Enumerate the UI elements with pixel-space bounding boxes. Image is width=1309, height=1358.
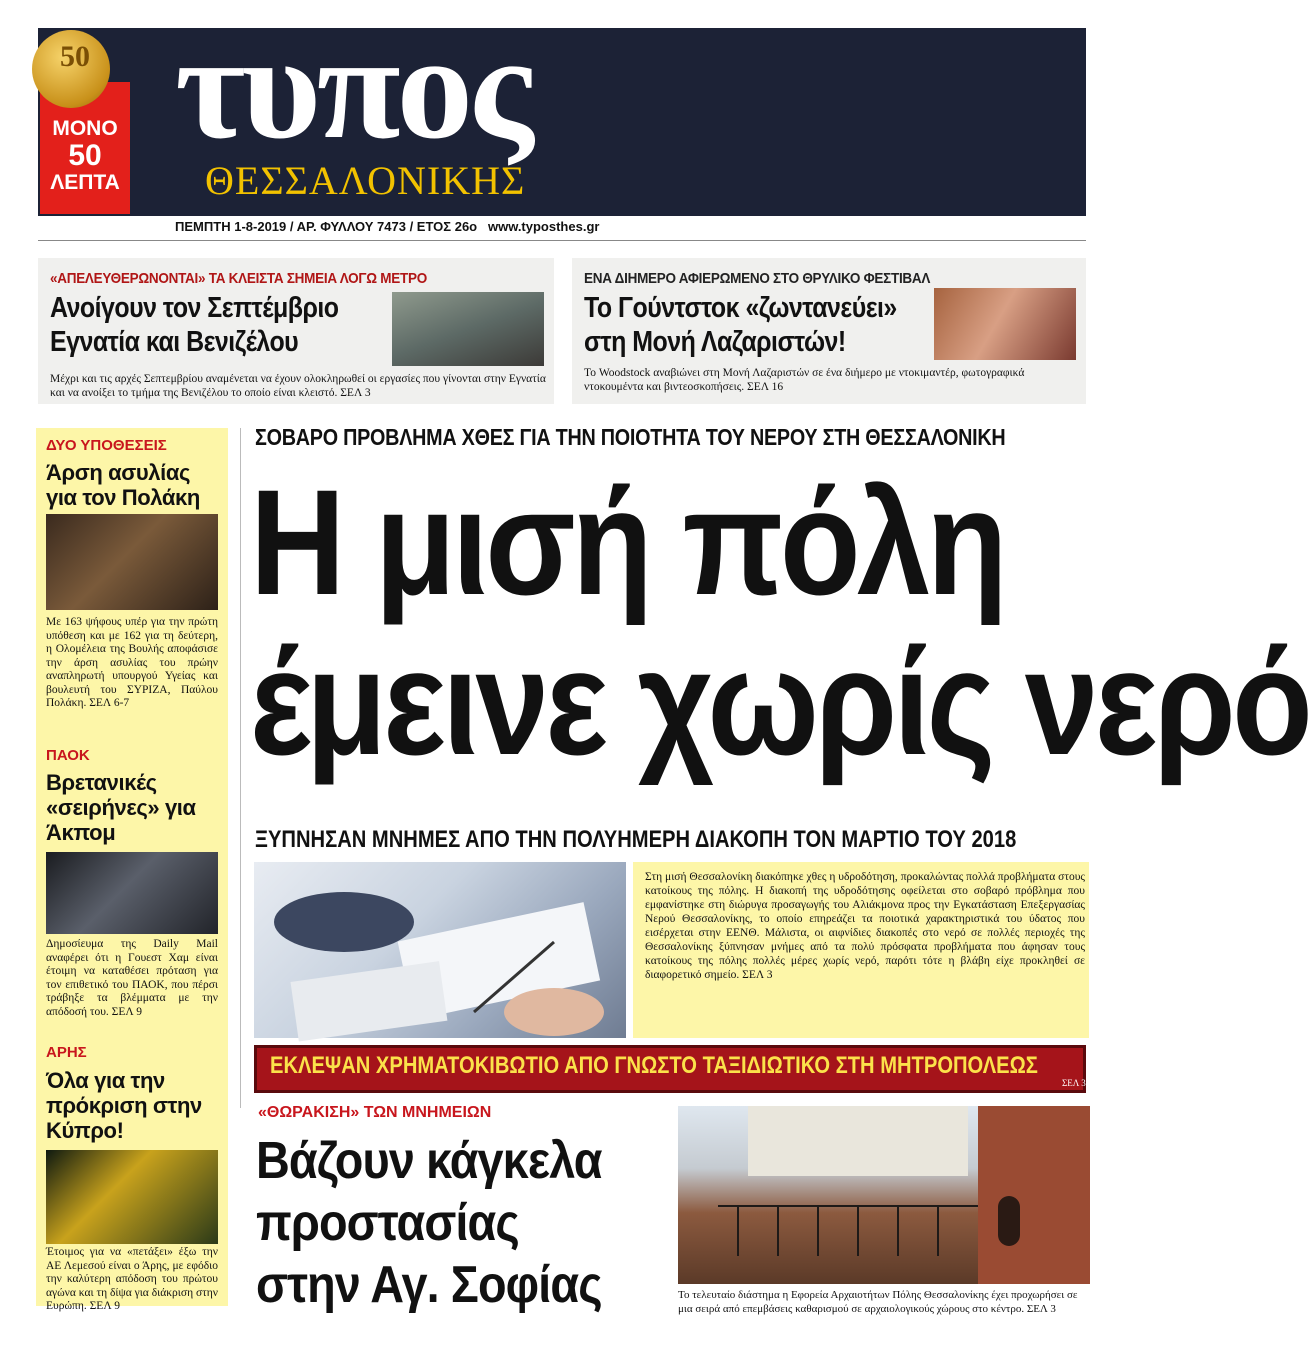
left-story-1-kicker: ΔΥΟ ΥΠΟΘΕΣΕΙΣ [46, 437, 167, 454]
teaser-left-headline-1[interactable]: Ανοίγουν τον Σεπτέμβριο [50, 292, 339, 324]
left-story-2-body: Δημοσίευμα της Daily Mail αναφέρει ότι η Γουεστ Χαμ είναι έτοιμη να καταθέσει πρόταση για τον επιθετικό του ΠΑΟΚ, που πέρσι τράβηξε τα βλέμματα με την απόδοσή του. ΣΕΛ 9 [46, 938, 218, 1018]
price-line-1: ΜΟΝΟ [52, 117, 118, 140]
breaking-banner-text: ΕΚΛΕΨΑΝ ΧΡΗΜΑΤΟΚΙΒΩΤΙΟ ΑΠΟ ΓΝΩΣΤΟ ΤΑΞΙΔΙΩΤΙΚΟ ΣΤΗ ΜΗΤΡΟΠΟΛΕΩΣ [270, 1052, 1038, 1079]
monument-fence-illustration [678, 1106, 1090, 1284]
main-story-body: Στη μισή Θεσσαλονίκη διακόπηκε χθες η υδροδότηση, προκαλώντας πολλά προβλήματα στους κατοίκους της πόλης. Η διακοπή της υδροδότησης οφείλεται στο σοβαρό πρόβλημα που εμφανίστηκε στη διώρυγα προσαγωγής του Αλιάκμονα προς την Εγκατάσταση Επεξεργασίας Νερού Θεσσαλονίκης, το οποίο επηρεάζει τα ποιοτικά χαρακτηριστικά του ύδατος που εισέρχεται στην ΕΕΝΘ. Μάλιστα, οι αιφνίδιες διακοπές στο νερό σε πολλές περιοχές της Θεσσαλονίκης ξύπνησαν μνήμες από τα πολύ πρόσφατα προβλήματα που άφησαν τους κατοίκους της πόλης πολλές μέρες χωρίς νερό, παρότι τότε η βλάβη είχε προκληθεί σε διαφορετικό σημείο. ΣΕΛ 3 [645, 871, 1085, 981]
newspaper-logo[interactable]: τυπος [175, 4, 530, 170]
left-story-1-photo [46, 514, 218, 610]
left-story-2-photo [46, 852, 218, 934]
main-story-photo [254, 862, 626, 1038]
teaser-right-kicker: ΕΝΑ ΔΙΗΜΕΡΟ ΑΦΙΕΡΩΜΕΝΟ ΣΤΟ ΘΡΥΛΙΚΟ ΦΕΣΤΙΒΑΛ [584, 270, 931, 287]
price-line-2: 50 [68, 139, 102, 172]
main-story-headline[interactable] [250, 458, 1309, 786]
left-story-3-kicker: ΑΡΗΣ [46, 1044, 87, 1061]
price-line-3: ΛΕΠΤΑ [50, 171, 120, 194]
teaser-right-photo [934, 288, 1076, 360]
teaser-left-body: Μέχρι και τις αρχές Σεπτεμβρίου αναμένεται να έχουν ολοκληρωθεί οι εργασίες που γίνονται στην Εγνατία και να ανοίξει το τμήμα της Βενιζέλου το οποίο είναι κλειστό. ΣΕΛ 3 [50, 373, 546, 399]
website-link[interactable]: www.typosthes.gr [487, 219, 600, 234]
main-story-subhead: ΞΥΠΝΗΣΑΝ ΜΝΗΜΕΣ ΑΠΟ ΤΗΝ ΠΟΛΥΗΜΕΡΗ ΔΙΑΚΟΠΗ ΤΟΝ ΜΑΡΤΙΟ ΤΟΥ 2018 [255, 826, 1017, 853]
left-story-2-headline[interactable]: Βρετανικές «σειρήνες» για Άκπομ [46, 770, 196, 845]
teaser-right-body: Το Woodstock αναβιώνει στη Μονή Λαζαριστών σε ένα διήμερο με ντοκιμαντέρ, φωτογραφικά ντοκουμέντα και βιντεοσκοπήσεις. ΣΕΛ 16 [584, 367, 1025, 393]
left-story-1-headline[interactable]: Άρση ασυλίας για τον Πολάκη [46, 460, 200, 510]
bottom-story-kicker: «ΘΩΡΑΚΙΣΗ» ΤΩΝ ΜΝΗΜΕΙΩΝ [258, 1104, 492, 1121]
bottom-story-headline-line-1: Βάζουν κάγκελα [256, 1132, 602, 1190]
column-divider [240, 428, 241, 1108]
issue-info [175, 219, 599, 234]
bottom-story-headline[interactable] [256, 1130, 602, 1316]
bottom-story-photo [678, 1106, 1090, 1284]
left-story-1-body: Με 163 ψήφους υπέρ για την πρώτη υπόθεση και με 162 για τη δεύτερη, η Ολομέλεια της Βουλής αποφάσισε την άρση ασυλίας του πρώην αναπληρωτή υπουργού Υγείας και βουλευτή του ΣΥΡΙΖΑ, Παύλου Πολάκη. ΣΕΛ 6-7 [46, 616, 218, 709]
bottom-story-caption: Το τελευταίο διάστημα η Εφορεία Αρχαιοτήτων Πόλης Θεσσαλονίκης έχει προχωρήσει σε μια σειρά από επεμβάσεις καθαρισμού σε αρχαιολογικούς χώρους στο κέντρο. ΣΕΛ 3 [678, 1289, 1078, 1315]
left-story-3-photo [46, 1150, 218, 1244]
newspaper-logo-subtitle: ΘΕΣΣΑΛΟΝΙΚΗΣ [205, 158, 526, 203]
bottom-story-headline-line-3: στην Αγ. Σοφίας [256, 1256, 602, 1314]
main-story-kicker: ΣΟΒΑΡΟ ΠΡΟΒΛΗΜΑ ΧΘΕΣ ΓΙΑ ΤΗΝ ΠΟΙΟΤΗΤΑ ΤΟΥ ΝΕΡΟΥ ΣΤΗ ΘΕΣΣΑΛΟΝΙΚΗ [255, 424, 1006, 450]
main-story-headline-line-2: έμεινε χωρίς νερό [250, 618, 1309, 786]
hands-writing-illustration [254, 862, 626, 1038]
teaser-left-headline-2[interactable]: Εγνατία και Βενιζέλου [50, 326, 299, 358]
teaser-right-headline-2[interactable]: στη Μονή Λαζαριστών! [584, 326, 846, 358]
coin-value: 50 [60, 40, 90, 73]
teaser-right-headline-1[interactable]: Το Γούντστοκ «ζωντανεύει» [584, 292, 897, 324]
teaser-left-kicker: «ΑΠΕΛΕΥΘΕΡΩΝΟΝΤΑΙ» ΤΑ ΚΛΕΙΣΤΑ ΣΗΜΕΙΑ ΛΟΓΩ ΜΕΤΡΟ [50, 270, 427, 287]
issue-date-number: ΠΕΜΠΤΗ 1-8-2019 / ΑΡ. ΦΥΛΛΟΥ 7473 / ΕΤΟΣ 26ο [175, 219, 478, 234]
main-story-headline-line-1: Η μισή πόλη [250, 458, 1005, 626]
left-story-3-body: Έτοιμος για να «πετάξει» έξω την ΑΕ Λεμεσού είναι ο Άρης, με εφόδιο την καλύτερη απόδοση του πρώτου αγώνα και τη δίψα για διάκριση στην Ευρώπη. ΣΕΛ 9 [46, 1246, 218, 1312]
bottom-story-headline-line-2: προστασίας [256, 1194, 519, 1252]
teaser-left-photo [392, 292, 544, 366]
breaking-banner-page: ΣΕΛ 3 [1062, 1078, 1086, 1088]
left-story-3-headline[interactable]: Όλα για την πρόκριση στην Κύπρο! [46, 1068, 202, 1143]
left-story-2-kicker: ΠΑΟΚ [46, 747, 90, 764]
